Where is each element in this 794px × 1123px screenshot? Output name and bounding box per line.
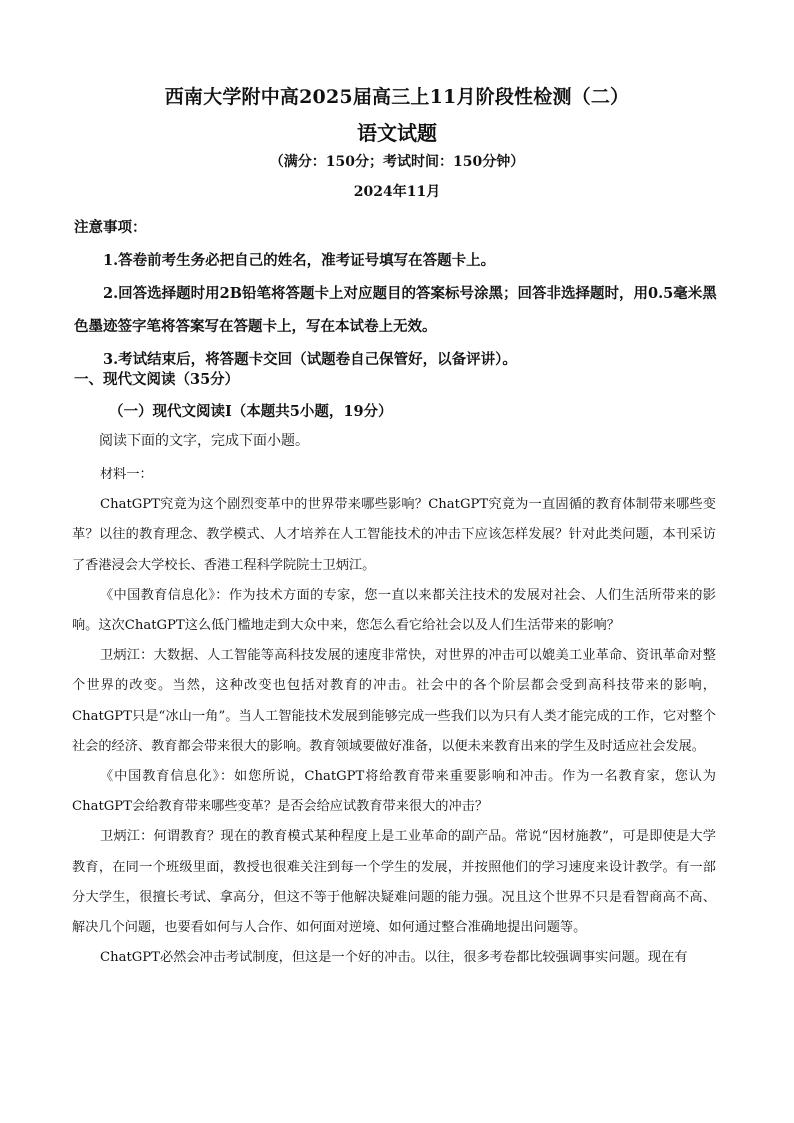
reading-instruction: 阅读下面的文字，完成下面小题。 xyxy=(99,433,309,449)
material-paragraph: ChatGPT必然会冲击考试制度，但这是一个好的冲击。以往，很多考卷都比较强调事实问题。现在有 xyxy=(100,950,688,966)
notes-heading: 注意事项： xyxy=(74,219,147,236)
exam-date: 2024年11月 xyxy=(353,184,441,200)
material-paragraph: 卫炳江：何谓教育？现在的教育模式某种程度上是工业革命的副产品。常说“因材施教”，可是即使是大学教育，在同一个班级里面，教授也很难关注到每一个学生的发展，并按照他们的学习速度来设计教学。有一部分大学生，很擅长考试、拿高分，但这不等于他解决疑难问题的能力强。况且这个世界不只是看智商高不高、解决几个问题，也要看如何与人合作、如何面对逆境、如何通过整合准确地提出问题等。 xyxy=(72,829,716,936)
note-item: 3.考试结束后，将答题卡交回（试题卷自己保管好，以备评讲）。 xyxy=(103,351,517,368)
subsection-heading: （一）现代文阅读Ⅰ（本题共5小题，19分） xyxy=(109,403,393,420)
note-item: 1.答卷前考生务必把自己的姓名，准考证号填写在答题卡上。 xyxy=(103,252,496,269)
material-paragraph: 《中国教育信息化》：如您所说，ChatGPT将给教育带来重要影响和冲击。作为一名教育家，您认为ChatGPT会给教育带来哪些变革？是否会给应试教育带来很大的冲击？ xyxy=(72,769,716,815)
subject-title: 语文试题 xyxy=(357,121,437,145)
material-paragraph: 《中国教育信息化》：作为技术方面的专家，您一直以来都关注技术的发展对社会、人们生活所带来的影响。这次ChatGPT这么低门槛地走到大众中来，您怎么看它给社会以及人们生活带来的影响？ xyxy=(72,587,716,634)
reading-material xyxy=(72,460,716,973)
notes-block xyxy=(74,211,724,376)
material-paragraph: 卫炳江：大数据、人工智能等高科技发展的速度非常快，对世界的冲击可以媲美工业革命、资讯革命对整个世界的改变。当然，这种改变也包括对教育的冲击。社会中的各个阶层都会受到高科技带来的影响，ChatGPT只是“冰山一角”。当人工智能技术发展到能够完成一些我们以为只有人类才能完成的工作，它对整个社会的经济、教育都会带来很大的影响。教育领域要做好准备，以便未来教育出来的学生及时适应社会发展。 xyxy=(72,648,716,754)
exam-title: 西南大学附中高2025届高三上11月阶段性检测（二） xyxy=(164,86,630,108)
note-item: 2.回答选择题时用2B铅笔将答题卡上对应题目的答案标号涂黑；回答非选择题时，用0.5毫米黑色墨迹签字笔将答案写在答题卡上，写在本试卷上无效。 xyxy=(74,285,717,335)
material-label: 材料一： xyxy=(100,467,153,482)
score-time-info: （满分：150分；考试时间：150分钟） xyxy=(269,154,525,170)
material-paragraph: ChatGPT究竟为这个剧烈变革中的世界带来哪些影响？ChatGPT究竟为一直固循的教育体制带来哪些变革？以往的教育理念、教学模式、人才培养在人工智能技术的冲击下应该怎样发展？针对此类问题，本刊采访了香港浸会大学校长、香港工程科学院院士卫炳江。 xyxy=(72,497,716,573)
section-heading: 一、现代文阅读（35分） xyxy=(74,371,240,388)
